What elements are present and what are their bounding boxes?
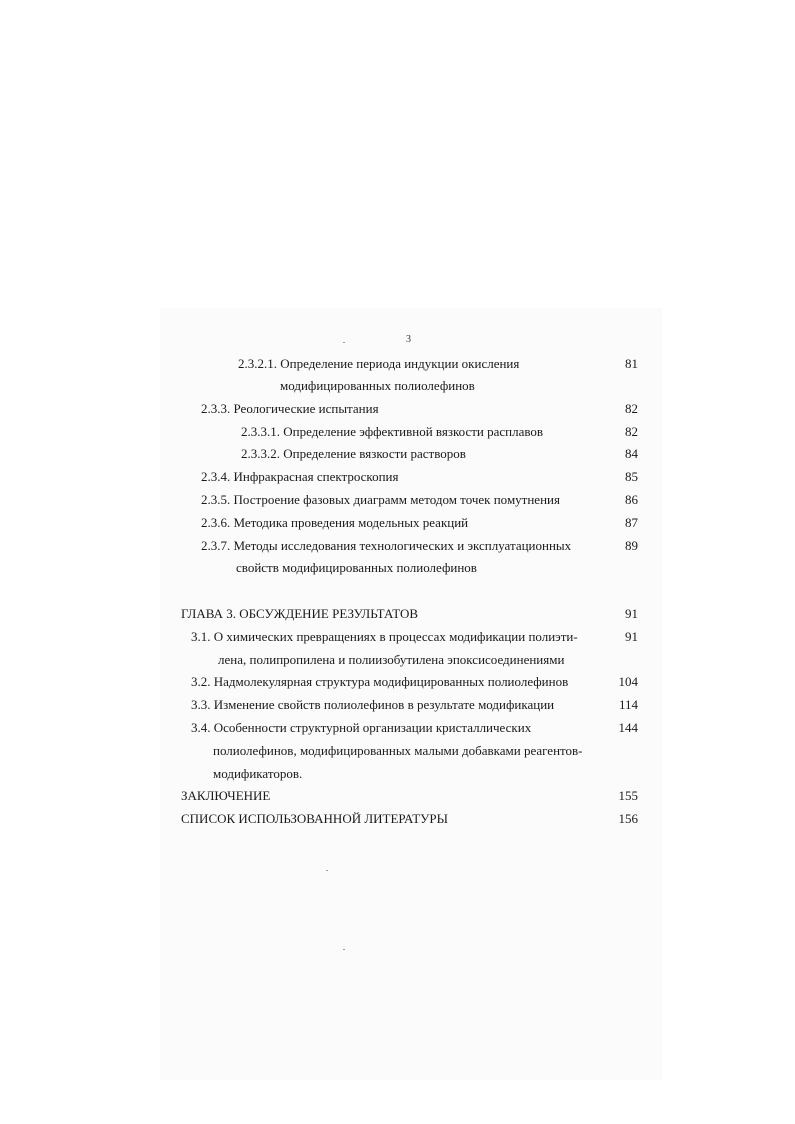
toc-entry-2-3-7: 2.3.7. Методы исследования технологических и эксплуатационных	[201, 538, 572, 553]
toc-entry-2-3-2-1-cont: модифицированных полиолефинов	[280, 378, 475, 393]
toc-page-references: 156	[618, 811, 638, 826]
page-number: 3	[406, 334, 411, 345]
toc-entry-3-4: 3.4. Особенности структурной организации кристаллических	[191, 720, 532, 735]
scan-speck	[343, 342, 345, 343]
toc-entry-chapter-3: ГЛАВА 3. ОБСУЖДЕНИЕ РЕЗУЛЬТАТОВ	[181, 606, 419, 621]
toc-entry-3-4-cont: полиолефинов, модифицированных малыми добавками реагентов-	[213, 743, 583, 758]
toc-entry-2-3-3-1: 2.3.3.1. Определение эффективной вязкости расплавов	[241, 424, 544, 439]
toc-entry-3-4-cont-2: модификаторов.	[213, 766, 303, 781]
toc-entry-2-3-4: 2.3.4. Инфракрасная спектроскопия	[201, 469, 399, 484]
toc-entry-2-3-3: 2.3.3. Реологические испытания	[201, 401, 379, 416]
toc-entry-3-2: 3.2. Надмолекулярная структура модифицированных полиолефинов	[191, 674, 569, 689]
toc-page-2-3-3-2: 84	[625, 446, 638, 461]
toc-page-2-3-4: 85	[625, 469, 638, 484]
toc-page-3-4: 144	[618, 720, 638, 735]
scan-speck	[343, 949, 345, 950]
toc-entry-conclusion: ЗАКЛЮЧЕНИЕ	[181, 788, 271, 803]
toc-entry-2-3-6: 2.3.6. Методика проведения модельных реакций	[201, 515, 469, 530]
toc-page-conclusion: 155	[618, 788, 638, 803]
toc-entry-references: СПИСОК ИСПОЛЬЗОВАННОЙ ЛИТЕРАТУРЫ	[181, 811, 448, 826]
toc-page-chapter-3: 91	[625, 606, 638, 621]
toc-entry-3-1-cont: лена, полипропилена и полиизобутилена эпоксисоединениями	[218, 652, 565, 667]
toc-page-2-3-7: 89	[625, 538, 638, 553]
toc-page-2-3-3-1: 82	[625, 424, 638, 439]
toc-entry-3-3: 3.3. Изменение свойств полиолефинов в результате модификации	[191, 697, 555, 712]
toc-page-2-3-5: 86	[625, 492, 638, 507]
toc-entry-2-3-2-1: 2.3.2.1. Определение периода индукции окисления	[238, 356, 520, 371]
toc-page-3-1: 91	[625, 629, 638, 644]
toc-page-3-2: 104	[618, 674, 638, 689]
toc-page-3-3: 114	[618, 697, 638, 712]
toc-entry-2-3-7-cont: свойств модифицированных полиолефинов	[236, 560, 477, 575]
toc-page-2-3-2-1: 81	[625, 356, 638, 371]
toc-entry-2-3-3-2: 2.3.3.2. Определение вязкости растворов	[241, 446, 466, 461]
toc-page-2-3-6: 87	[625, 515, 638, 530]
scan-speck	[326, 870, 328, 871]
toc-entry-2-3-5: 2.3.5. Построение фазовых диаграмм методом точек помутнения	[201, 492, 560, 507]
toc-entry-3-1: 3.1. О химических превращениях в процессах модификации полиэти-	[191, 629, 578, 644]
toc-page-2-3-3: 82	[625, 401, 638, 416]
